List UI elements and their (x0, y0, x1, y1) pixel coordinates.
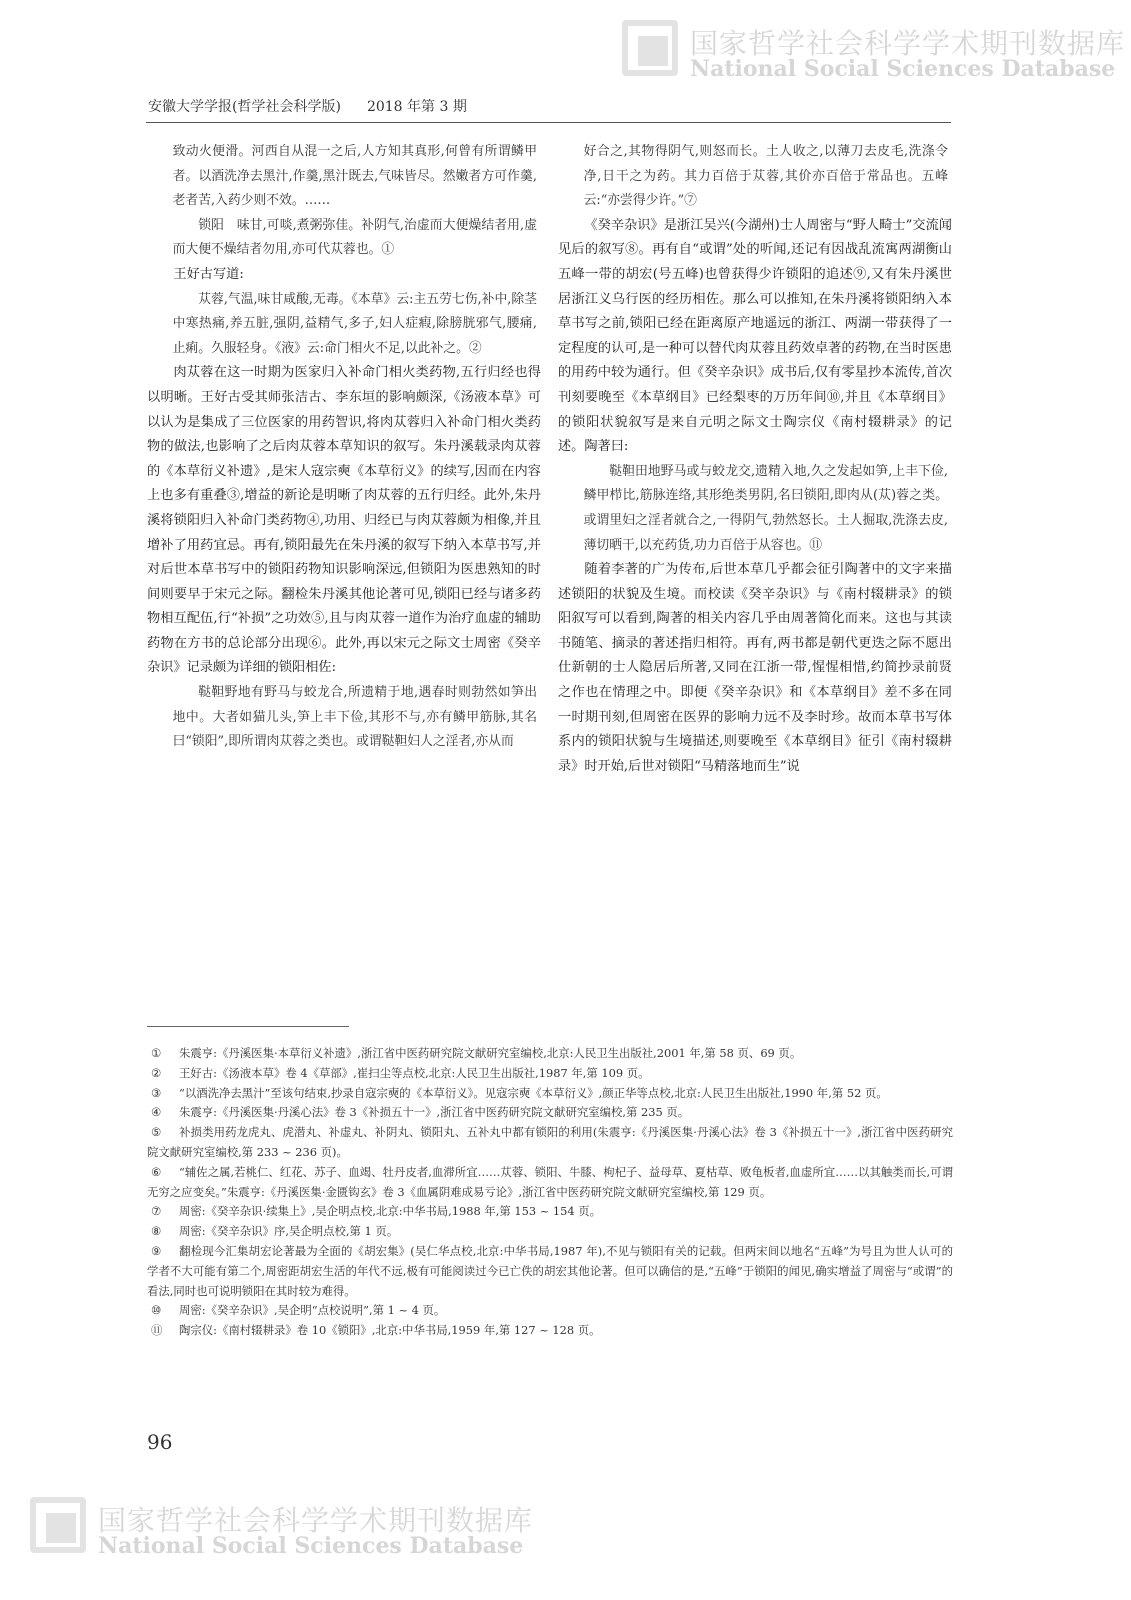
footnote (147, 1044, 953, 1064)
footnote-text: 周密:《癸辛杂识》序,吴企明点校,第 1 页。 (179, 1224, 399, 1239)
block-quote: 致动火便滑。河西自从混一之后,人方知其真形,何曾有所谓鳞甲者。以酒洗净去黑汁,作羹,黑汁既去,气味皆尽。然嫩者方可作羹,老者苦,入药少则不效。…… (172, 144, 537, 209)
footnote-text: 周密:《癸辛杂识》,吴企明“点校说明”,第 1 ~ 4 页。 (179, 1303, 446, 1318)
footnote-text: 翻检现今汇集胡宏论著最为全面的《胡宏集》(吴仁华点校,北京:中华书局,1987 年),不见与锁阳有关的记载。但两宋间以地名“五峰”为号且为世人认可的学者不大可能有第二个,周密距胡宏生活的年代不远,极有可能阅读过今已亡佚的胡宏其他论著。但可以确信的是,“五峰”于锁阳的闻见,确实增益了周密与“或谓”的看法,同时也可说明锁阳在其时较为难得。 (147, 1243, 953, 1298)
footnote-separator (147, 1026, 349, 1027)
watermark-cn: 国家哲学社会科学学术期刊数据库 (690, 27, 1126, 60)
footnote (147, 1202, 953, 1222)
watermark-top (622, 18, 1126, 88)
footnote (147, 1084, 953, 1104)
footnote-number: ① (151, 1046, 162, 1060)
block-quote: 鞑靼野地有野马与蛟龙合,所遗精于地,遇春时则勃然如笋出地中。大者如猫儿头,笋上丰下俭,其形不与,亦有鳞甲筋脉,其名曰“锁阳”,即所谓肉苁蓉之类也。或谓鞑靼妇人之淫者,亦从而 (172, 685, 537, 750)
watermark-en: National Social Sciences Database (98, 1533, 524, 1559)
database-logo-icon (30, 1497, 92, 1559)
footnote (147, 1242, 953, 1301)
footnote-text: “辅佐之属,若桃仁、红花、苏子、血竭、牡丹皮者,血滞所宜……苁蓉、锁阳、牛膝、枸杞子、益母草、夏枯草、败龟板者,血虚所宜……以其触类而长,可谓无穷之应变矣。”朱震亨:《丹溪医集·金匮钩玄》卷 3《血属阴难成易亏论》,浙江省中医药研究院文献研究室编校,第 129 页。 (147, 1164, 953, 1199)
footnote-number: ② (151, 1065, 162, 1080)
footnote-text: 朱震亨:《丹溪医集·本草衍义补遗》,浙江省中医药研究院文献研究室编校,北京:人民卫生出版社,2001 年,第 58 页、69 页。 (179, 1046, 802, 1060)
footnote (147, 1321, 953, 1341)
footnote-number: ⑨ (151, 1243, 162, 1258)
footnote (147, 1103, 953, 1123)
footnote-number: ④ (151, 1105, 162, 1120)
footnote-number: ⑤ (151, 1125, 162, 1140)
journal-name: 安徽大学学报(哲学社会科学版) (148, 99, 341, 115)
watermark-cn: 国家哲学社会科学学术期刊数据库 (98, 1504, 534, 1537)
footnote (147, 1222, 953, 1242)
watermark-bottom (30, 1495, 550, 1565)
footnote-text: 陶宗仪:《南村辍耕录》卷 10《锁阳》,北京:中华书局,1959 年,第 127 ~ 128 页。 (179, 1323, 601, 1338)
running-header (148, 96, 467, 116)
header-rule (146, 122, 951, 123)
right-column (558, 140, 952, 779)
quote-intro: 王好古写道: (173, 266, 244, 282)
block-quote: 锁阳 味甘,可啖,煮粥弥佳。补阴气,治虚而大便燥结者用,虚而大便不燥结者勿用,亦可代苁蓉也。① (172, 217, 537, 258)
footnote-number: ③ (151, 1085, 162, 1100)
issue-label: 2018 年第 3 期 (366, 99, 467, 115)
footnote (147, 1123, 953, 1163)
left-column (147, 140, 541, 755)
footnote-text: 朱震亨:《丹溪医集·丹溪心法》卷 3《补损五十一》,浙江省中医药研究院文献研究室编校,第 235 页。 (179, 1105, 690, 1120)
watermark-en: National Social Sciences Database (690, 56, 1116, 82)
body-paragraph: 肉苁蓉在这一时期为医家归入补命门相火类药物,五行归经也得以明晰。王好古受其师张洁古、李东垣的影响颇深,《汤液本草》可以认为是集成了三位医家的用药智识,将肉苁蓉归入补命门相火类药物的做法,也影响了之后肉苁蓉本草知识的叙写。朱丹溪载录肉苁蓉的《本草衍义补遗》,是宋人寇宗奭《本草衍义》的续写,因而在内容上也多有重叠③,增益的新论是明晰了肉苁蓉的五行归经。此外,朱丹溪将锁阳归入补命门类药物④,功用、归经已与肉苁蓉颇为相像,并且增补了用药宜忌。再有,锁阳最先在朱丹溪的叙写下纳入本草书写,并对后世本草书写中的锁阳药物知识影响深远,但锁阳为医患熟知的时间则要早于宋元之际。翻检朱丹溪其他论著可见,锁阳已经与诸多药物相互配伍,行“补损”之功效⑤,且与肉苁蓉一道作为治疗血虚的辅助药物在方书的总论部分出现⑥。此外,再以宋元之际文士周密《癸辛杂识》记录颇为详细的锁阳相佐: (147, 365, 541, 676)
footnote (147, 1301, 953, 1321)
body-paragraph: 随着李著的广为传布,后世本草几乎都会征引陶著中的文字来描述锁阳的状貌及生境。而校读《癸辛杂识》与《南村辍耕录》的锁阳叙写可以看到,陶著的相关内容几乎由周著简化而来。这也与其读书随笔、摘录的著述指归相符。再有,两书都是朝代更迭之际不愿出仕新朝的士人隐居后所著,又同在江浙一带,惺惺相惜,约简抄录前贤之作也在情理之中。即便《癸辛杂识》和《本草纲目》差不多在同一时期刊刻,但周密在医界的影响力远不及李时珍。故而本草书写体系内的锁阳状貌与生境描述,则要晚至《本草纲目》征引《南村辍耕录》时开始,后世对锁阳“马精落地而生”说 (558, 562, 952, 774)
footnote-number: ⑧ (151, 1224, 162, 1239)
block-quote: 好合之,其物得阴气,则怒而长。土人收之,以薄刀去皮毛,洗涤令净,日干之为药。其力百倍于苁蓉,其价亦百倍于常品也。五峰云:“亦尝得少许。”⑦ (583, 144, 948, 209)
database-logo-icon (622, 20, 684, 82)
footnote (147, 1064, 953, 1084)
footnote (147, 1163, 953, 1203)
footnote-number: ⑪ (151, 1323, 163, 1338)
footnote-number: ⑥ (151, 1164, 162, 1179)
block-quote: 鞑靼田地野马或与蛟龙交,遗精入地,久之发起如笋,上丰下俭,鳞甲栉比,筋脉连络,其形绝类男阴,名曰锁阳,即肉从(苁)蓉之类。或谓里妇之淫者就合之,一得阴气,勃然怒长。土人掘取,洗涤去皮,薄切晒干,以充药货,功力百倍于从容也。⑪ (583, 463, 948, 553)
footnote-text: 王好古:《汤液本草》卷 4《草部》,崔扫尘等点校,北京:人民卫生出版社,1987 年,第 109 页。 (179, 1065, 650, 1080)
block-quote: 苁蓉,气温,味甘咸酸,无毒。《本草》云:主五劳七伤,补中,除茎中寒热痛,养五脏,强阴,益精气,多子,妇人症瘕,除膀胱邪气,腰痛,止痢。久服轻身。《液》云:命门相火不足,以此补之。② (172, 291, 537, 356)
footnote-number: ⑩ (151, 1303, 162, 1318)
page-number: 96 (147, 1430, 173, 1454)
footnote-number: ⑦ (151, 1204, 162, 1219)
footnotes (147, 1044, 953, 1341)
body-paragraph: 《癸辛杂识》是浙江吴兴(今湖州)士人周密与“野人畸士”交流闻见后的叙写⑧。再有自“或谓”处的听闻,还记有因战乱流寓两湖衡山五峰一带的胡宏(号五峰)也曾获得少许锁阳的追述⑨,又有朱丹溪世居浙江义乌行医的经历相佐。那么可以推知,在朱丹溪将锁阳纳入本草书写之前,锁阳已经在距离原产地遥远的浙江、两湖一带获得了一定程度的认可,是一种可以替代肉苁蓉且药效卓著的药物,在当时医患的用药中较为通行。但《癸辛杂识》成书后,仅有零星抄本流传,首次刊刻要晚至《本草纲目》已经梨枣的万历年间⑩,并且《本草纲目》的锁阳状貌叙写是来自元明之际文士陶宗仪《南村辍耕录》的记述。陶著曰: (558, 217, 952, 455)
footnote-text: 补损类用药龙虎丸、虎潜丸、补虚丸、补阴丸、锁阳丸、五补丸中都有锁阳的利用(朱震亨:《丹溪医集·丹溪心法》卷 3《补损五十一》,浙江省中医药研究院文献研究室编校,第 233 ~ 236 页)。 (147, 1125, 953, 1159)
footnote-text: 周密:《癸辛杂识·续集上》,吴企明点校,北京:中华书局,1988 年,第 153 ~ 154 页。 (179, 1204, 602, 1219)
footnote-text: “以酒洗净去黑汁”至该句结束,抄录自寇宗奭的《本草衍义》。见寇宗奭《本草衍义》,颜正华等点校,北京:人民卫生出版社,1990 年,第 52 页。 (179, 1085, 888, 1100)
